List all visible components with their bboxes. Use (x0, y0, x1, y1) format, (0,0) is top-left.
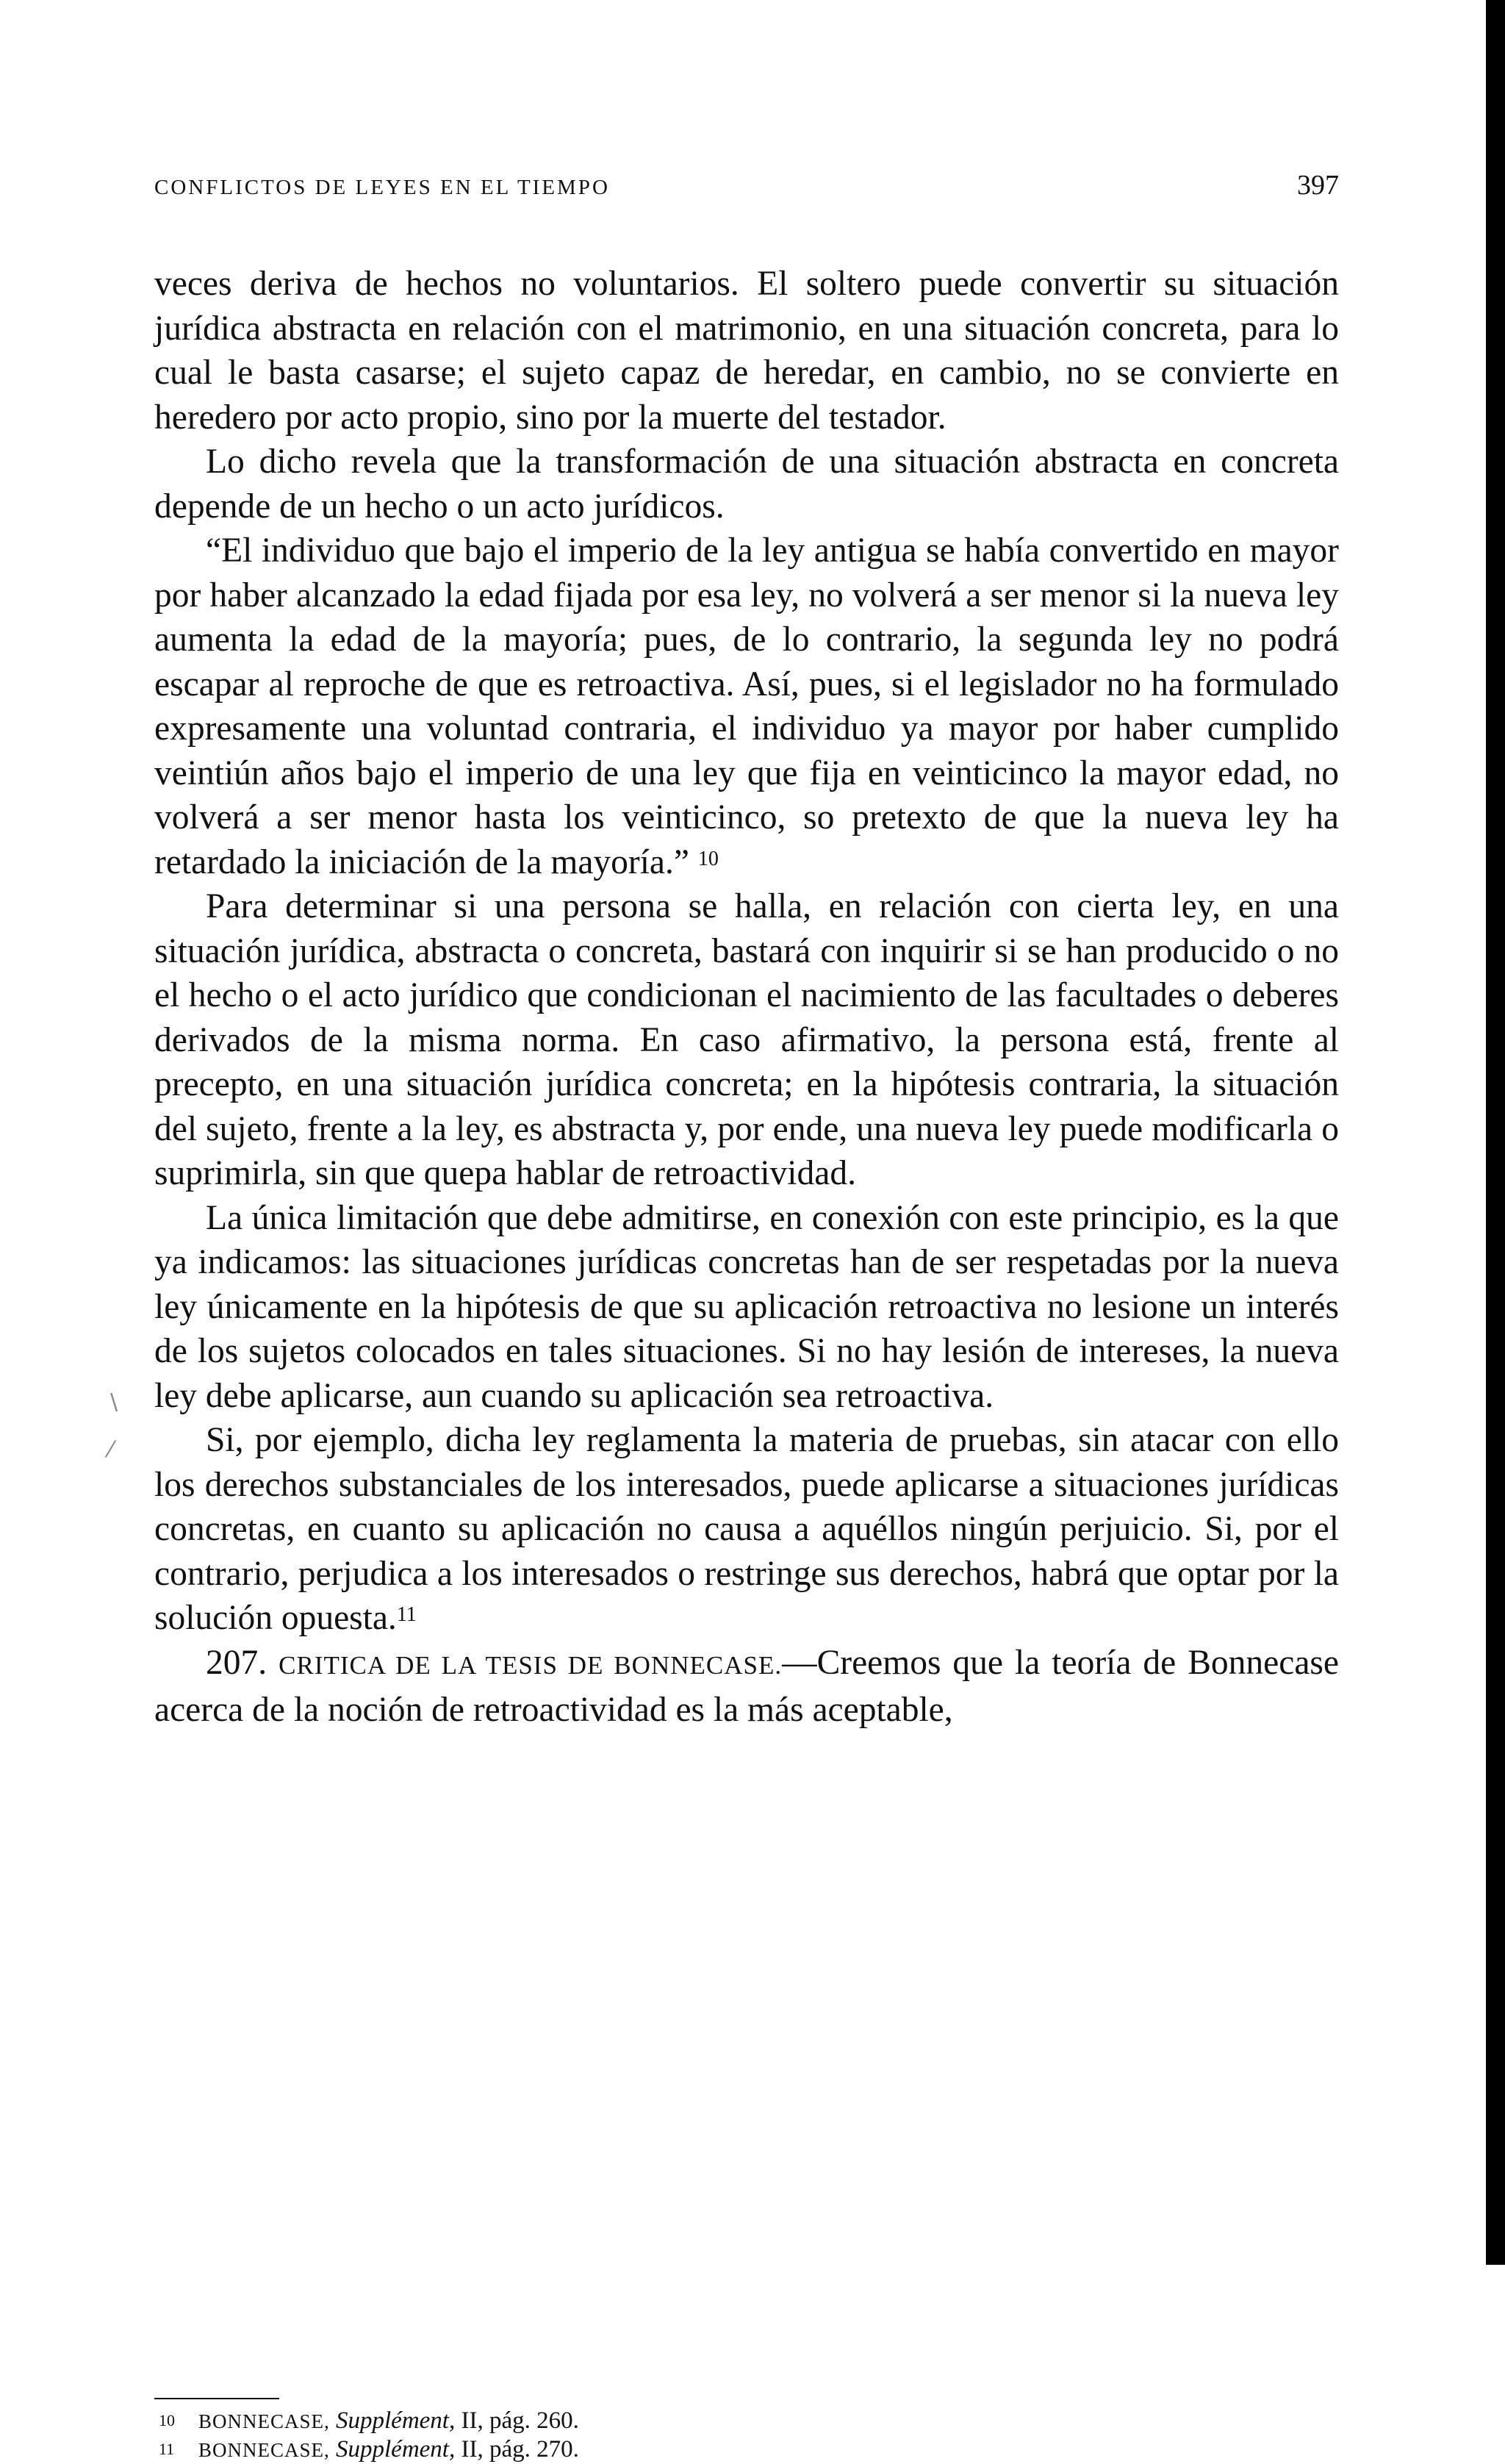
section-text: —Creemos que la teoría de Bonnecase acerca de la noción de retroactividad es la más aceptable, (154, 1643, 1339, 1729)
margin-mark: \ (110, 1389, 118, 1415)
footnote-title: Supplément, (336, 2407, 456, 2434)
footnote-number: 10 (159, 2411, 175, 2429)
footnote-author: BONNECASE, (198, 2410, 330, 2432)
footnote-reference: 11 (396, 1603, 417, 1626)
footnote-number: 11 (159, 2440, 175, 2458)
footnotes (154, 2398, 579, 2464)
scan-border (1486, 0, 1505, 2265)
footnote-ref: II, pág. 260. (461, 2407, 579, 2434)
footnote-ref: II, pág. 270. (461, 2436, 579, 2463)
section-heading: CRITICA DE LA TESIS DE BONNECASE. (279, 1650, 783, 1680)
page-content (154, 169, 1339, 1733)
paragraph: Lo dicho revela que la transformación de una situación abstracta en concreta depende de un hecho o un acto jurídicos. (154, 443, 1339, 526)
footnote-author: BONNECASE, (198, 2439, 330, 2461)
paragraph (154, 1418, 1339, 1641)
footnote-rule (154, 2398, 279, 2399)
quote-paragraph (154, 529, 1339, 884)
footnote (154, 2435, 579, 2464)
page-number: 397 (1297, 170, 1339, 201)
footnote-reference: 10 (697, 847, 719, 870)
quote-text: “El individuo que bajo el imperio de la ley antigua se había convertido en mayor por haber alcanzado la edad fijada por esa ley, no volverá a ser menor si la nueva ley aumenta la edad de la mayoría; pues, de lo contrario, la segunda ley no podrá escapar al reproche de que es retroactiva. Así, pues, si el legislador no ha formulado expresamente una voluntad contraria, el individuo ya mayor por haber cumplido veintiún años bajo el imperio de una ley que fija en veinticinco la mayor edad, no volverá a ser menor hasta los veinticinco, so pretexto de que la nueva ley ha retardado la iniciación de la mayoría.” (154, 531, 1339, 881)
paragraph: La única limitación que debe admitirse, en conexión con este principio, es la que ya indicamos: las situaciones jurídicas concretas han de ser respetadas por la nueva ley únicamente en la hipótesis de que su aplicación retroactiva no lesione un interés de los sujetos colocados en tales situaciones. Si no hay lesión de intereses, la nueva ley debe aplicarse, aun cuando su aplicación sea retroactiva. (154, 1198, 1339, 1415)
paragraph-text: Si, por ejemplo, dicha ley reglamenta la materia de pruebas, sin atacar con ello los derechos substanciales de los interesados, puede aplicarse a situaciones jurídicas concretas, en cuanto su aplicación no causa a aquéllos ningún perjuicio. Si, por el contrario, perjudica a los interesados o restringe sus derechos, habrá que optar por la solución opuesta. (154, 1421, 1339, 1637)
section-number: 207. (206, 1643, 267, 1682)
footnote (154, 2407, 579, 2435)
paragraph: Para determinar si una persona se halla, en relación con cierta ley, en una situación jurídica, abstracta o concreta, bastará con inquirir si se han producido o no el hecho o el acto jurídico que condicionan el nacimiento de las facultades o deberes derivados de la misma norma. En caso afirmativo, la persona está, frente al precepto, en una situación jurídica concreta; en la hipótesis contraria, la situación del sujeto, frente a la ley, es abstracta y, por ende, una nueva ley puede modificarla o suprimirla, sin que quepa hablar de retroactividad. (154, 887, 1339, 1192)
section-paragraph (154, 1641, 1339, 1733)
footnote-title: Supplément, (336, 2436, 456, 2463)
paragraph: veces deriva de hechos no voluntarios. El soltero puede convertir su situación jurídica abstracta en relación con el matrimonio, en una situación concreta, para lo cual le basta casarse; el sujeto capaz de heredar, en cambio, no se convierte en heredero por acto propio, sino por la muerte del testador. (154, 265, 1339, 437)
body-text (154, 262, 1339, 1733)
running-title: CONFLICTOS DE LEYES EN EL TIEMPO (154, 176, 610, 199)
running-head (154, 169, 1339, 221)
margin-mark: ⁄ (109, 1437, 113, 1463)
